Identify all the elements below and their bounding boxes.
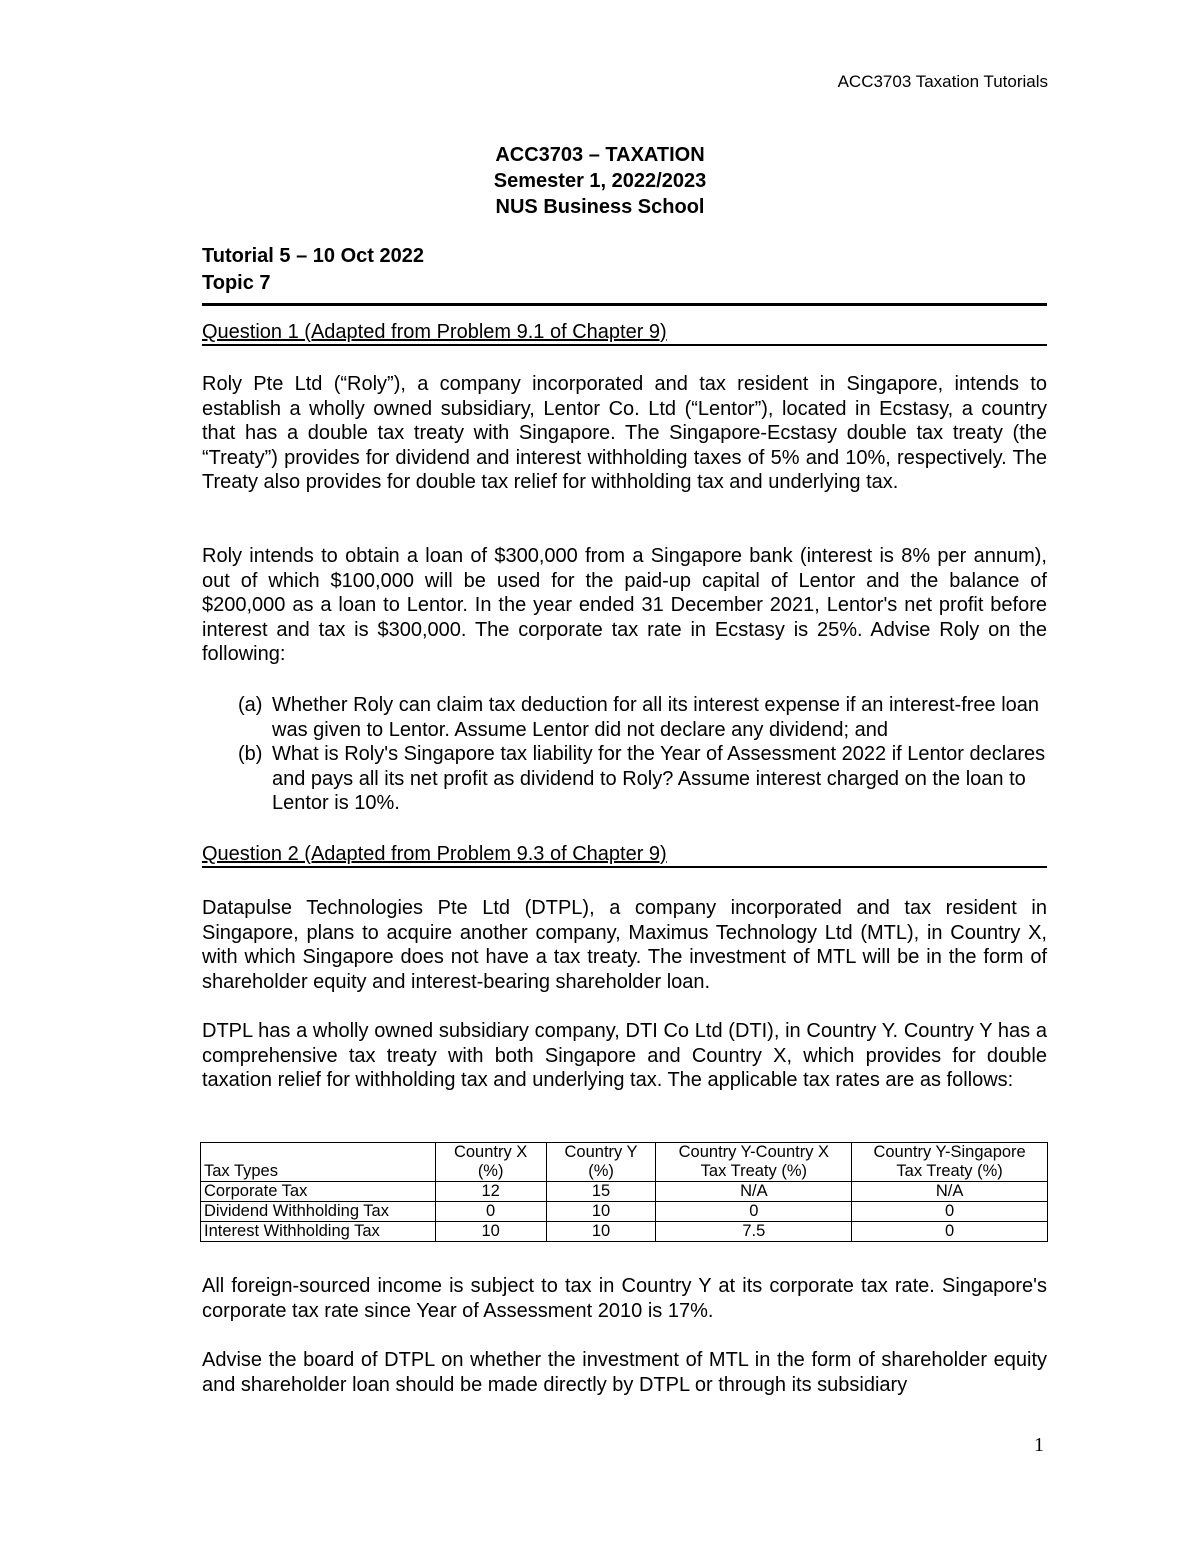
- table-cell: 0: [852, 1202, 1048, 1222]
- list-marker: (a): [238, 694, 263, 716]
- question-2-paragraph-3: All foreign-sourced income is subject to tax in Country Y at its corporate tax rate. Singapore's corporate tax rate since Year of Assessment 2010 is 17%.: [202, 1275, 1047, 1322]
- table-cell: 10: [546, 1222, 656, 1242]
- table-cell: Dividend Withholding Tax: [201, 1202, 436, 1222]
- column-header: [546, 1143, 656, 1182]
- question-1-list: [202, 693, 1047, 816]
- tax-rates-table: [200, 1142, 1048, 1242]
- table-cell: 10: [546, 1202, 656, 1222]
- list-text: What is Roly's Singapore tax liability for the Year of Assessment 2022 if Lentor declares and pays all its net profit as dividend to Roly? Assume interest charged on the loan to Lentor is 10%.: [272, 743, 1046, 815]
- column-header-line: Country Y-Singapore: [873, 1143, 1026, 1161]
- running-header: ACC3703 Taxation Tutorials: [837, 72, 1048, 91]
- question-1-paragraph-1: Roly Pte Ltd (“Roly”), a company incorporated and tax resident in Singapore, intends to establish a wholly owned subsidiary, Lentor Co. Ltd (“Lentor”), located in Ecstasy, a country that has a double tax treaty with Singapore. The Singapore-Ecstasy double tax treaty (the “Treaty”) provides for dividend and interest withholding taxes of 5% and 10%, respectively. The Treaty also provides for double tax relief for withholding tax and underlying tax.: [202, 373, 1047, 494]
- table-cell: 7.5: [656, 1222, 852, 1242]
- list-item: [202, 742, 1047, 816]
- column-header-line: Country Y: [564, 1143, 638, 1161]
- question-2-paragraph-2: DTPL has a wholly owned subsidiary company, DTI Co Ltd (DTI), in Country Y. Country Y has a comprehensive tax treaty with both Singapore and Country X, which provides for double taxation relief for withholding tax and underlying tax. The applicable tax rates are as follows:: [202, 1020, 1047, 1092]
- table-header-row: [201, 1143, 1048, 1182]
- topic-label: Topic 7: [202, 272, 271, 294]
- column-header-line: Tax Treaty (%): [896, 1162, 1003, 1180]
- list-text: Whether Roly can claim tax deduction for all its interest expense if an interest-free loan was given to Lentor. Assume Lentor did not declare any dividend; and: [272, 694, 1040, 741]
- table-row: [201, 1222, 1048, 1242]
- question-2-paragraph-4: Advise the board of DTPL on whether the investment of MTL in the form of shareholder equity and shareholder loan should be made directly by DTPL or through its subsidiary: [202, 1349, 1047, 1396]
- table-cell: 15: [546, 1182, 656, 1202]
- question-2-heading-text: Question 2 (Adapted from Problem 9.3 of Chapter 9): [202, 843, 667, 865]
- column-header: [201, 1143, 436, 1182]
- question-2-paragraph-1: Datapulse Technologies Pte Ltd (DTPL), a company incorporated and tax resident in Singapore, plans to acquire another company, Maximus Technology Ltd (MTL), in Country X, with which Singapore does not have a tax treaty. The investment of MTL will be in the form of shareholder equity and interest-bearing shareholder loan.: [202, 897, 1047, 993]
- table-cell: 12: [435, 1182, 546, 1202]
- document-title: [0, 142, 1200, 220]
- table-row: [201, 1202, 1048, 1222]
- column-header-line: (%): [588, 1162, 614, 1180]
- table-cell: Corporate Tax: [201, 1182, 436, 1202]
- column-header: [852, 1143, 1048, 1182]
- tutorial-info: [202, 243, 424, 297]
- column-header-line: Tax Treaty (%): [700, 1162, 808, 1180]
- page-number: 1: [1034, 1434, 1044, 1456]
- list-item: [202, 693, 1047, 742]
- table-cell: N/A: [656, 1182, 852, 1202]
- table-cell: 10: [435, 1222, 546, 1242]
- column-header-line: Country X: [453, 1143, 528, 1161]
- column-header-line: Country Y-Country X: [678, 1143, 830, 1161]
- question-2-heading: [202, 842, 1047, 868]
- table-cell: 0: [435, 1202, 546, 1222]
- table-cell: Interest Withholding Tax: [201, 1222, 436, 1242]
- school-line: NUS Business School: [495, 196, 705, 218]
- table-cell: 0: [656, 1202, 852, 1222]
- semester-line: Semester 1, 2022/2023: [493, 170, 707, 192]
- column-header: [435, 1143, 546, 1182]
- question-1-heading-text: Question 1 (Adapted from Problem 9.1 of Chapter 9): [202, 321, 667, 343]
- table-row: [201, 1182, 1048, 1202]
- column-header-line: (%): [477, 1162, 504, 1180]
- question-1-heading: [202, 320, 1047, 346]
- table-cell: 0: [852, 1222, 1048, 1242]
- list-marker: (b): [238, 743, 263, 766]
- course-title: ACC3703 – TAXATION: [495, 144, 705, 166]
- question-1-paragraph-2: Roly intends to obtain a loan of $300,000 from a Singapore bank (interest is 8% per annum), out of which $100,000 will be used for the paid-up capital of Lentor and the balance of $200,000 as a loan to Lentor. In the year ended 31 December 2021, Lentor's net profit before interest and tax is $300,000. The corporate tax rate in Ecstasy is 25%. Advise Roly on the following:: [202, 545, 1047, 666]
- column-header-line: Tax Types: [204, 1162, 278, 1180]
- column-header: [656, 1143, 852, 1182]
- table-cell: N/A: [852, 1182, 1048, 1202]
- tutorial-date: Tutorial 5 – 10 Oct 2022: [202, 245, 424, 267]
- section-divider: [202, 303, 1047, 306]
